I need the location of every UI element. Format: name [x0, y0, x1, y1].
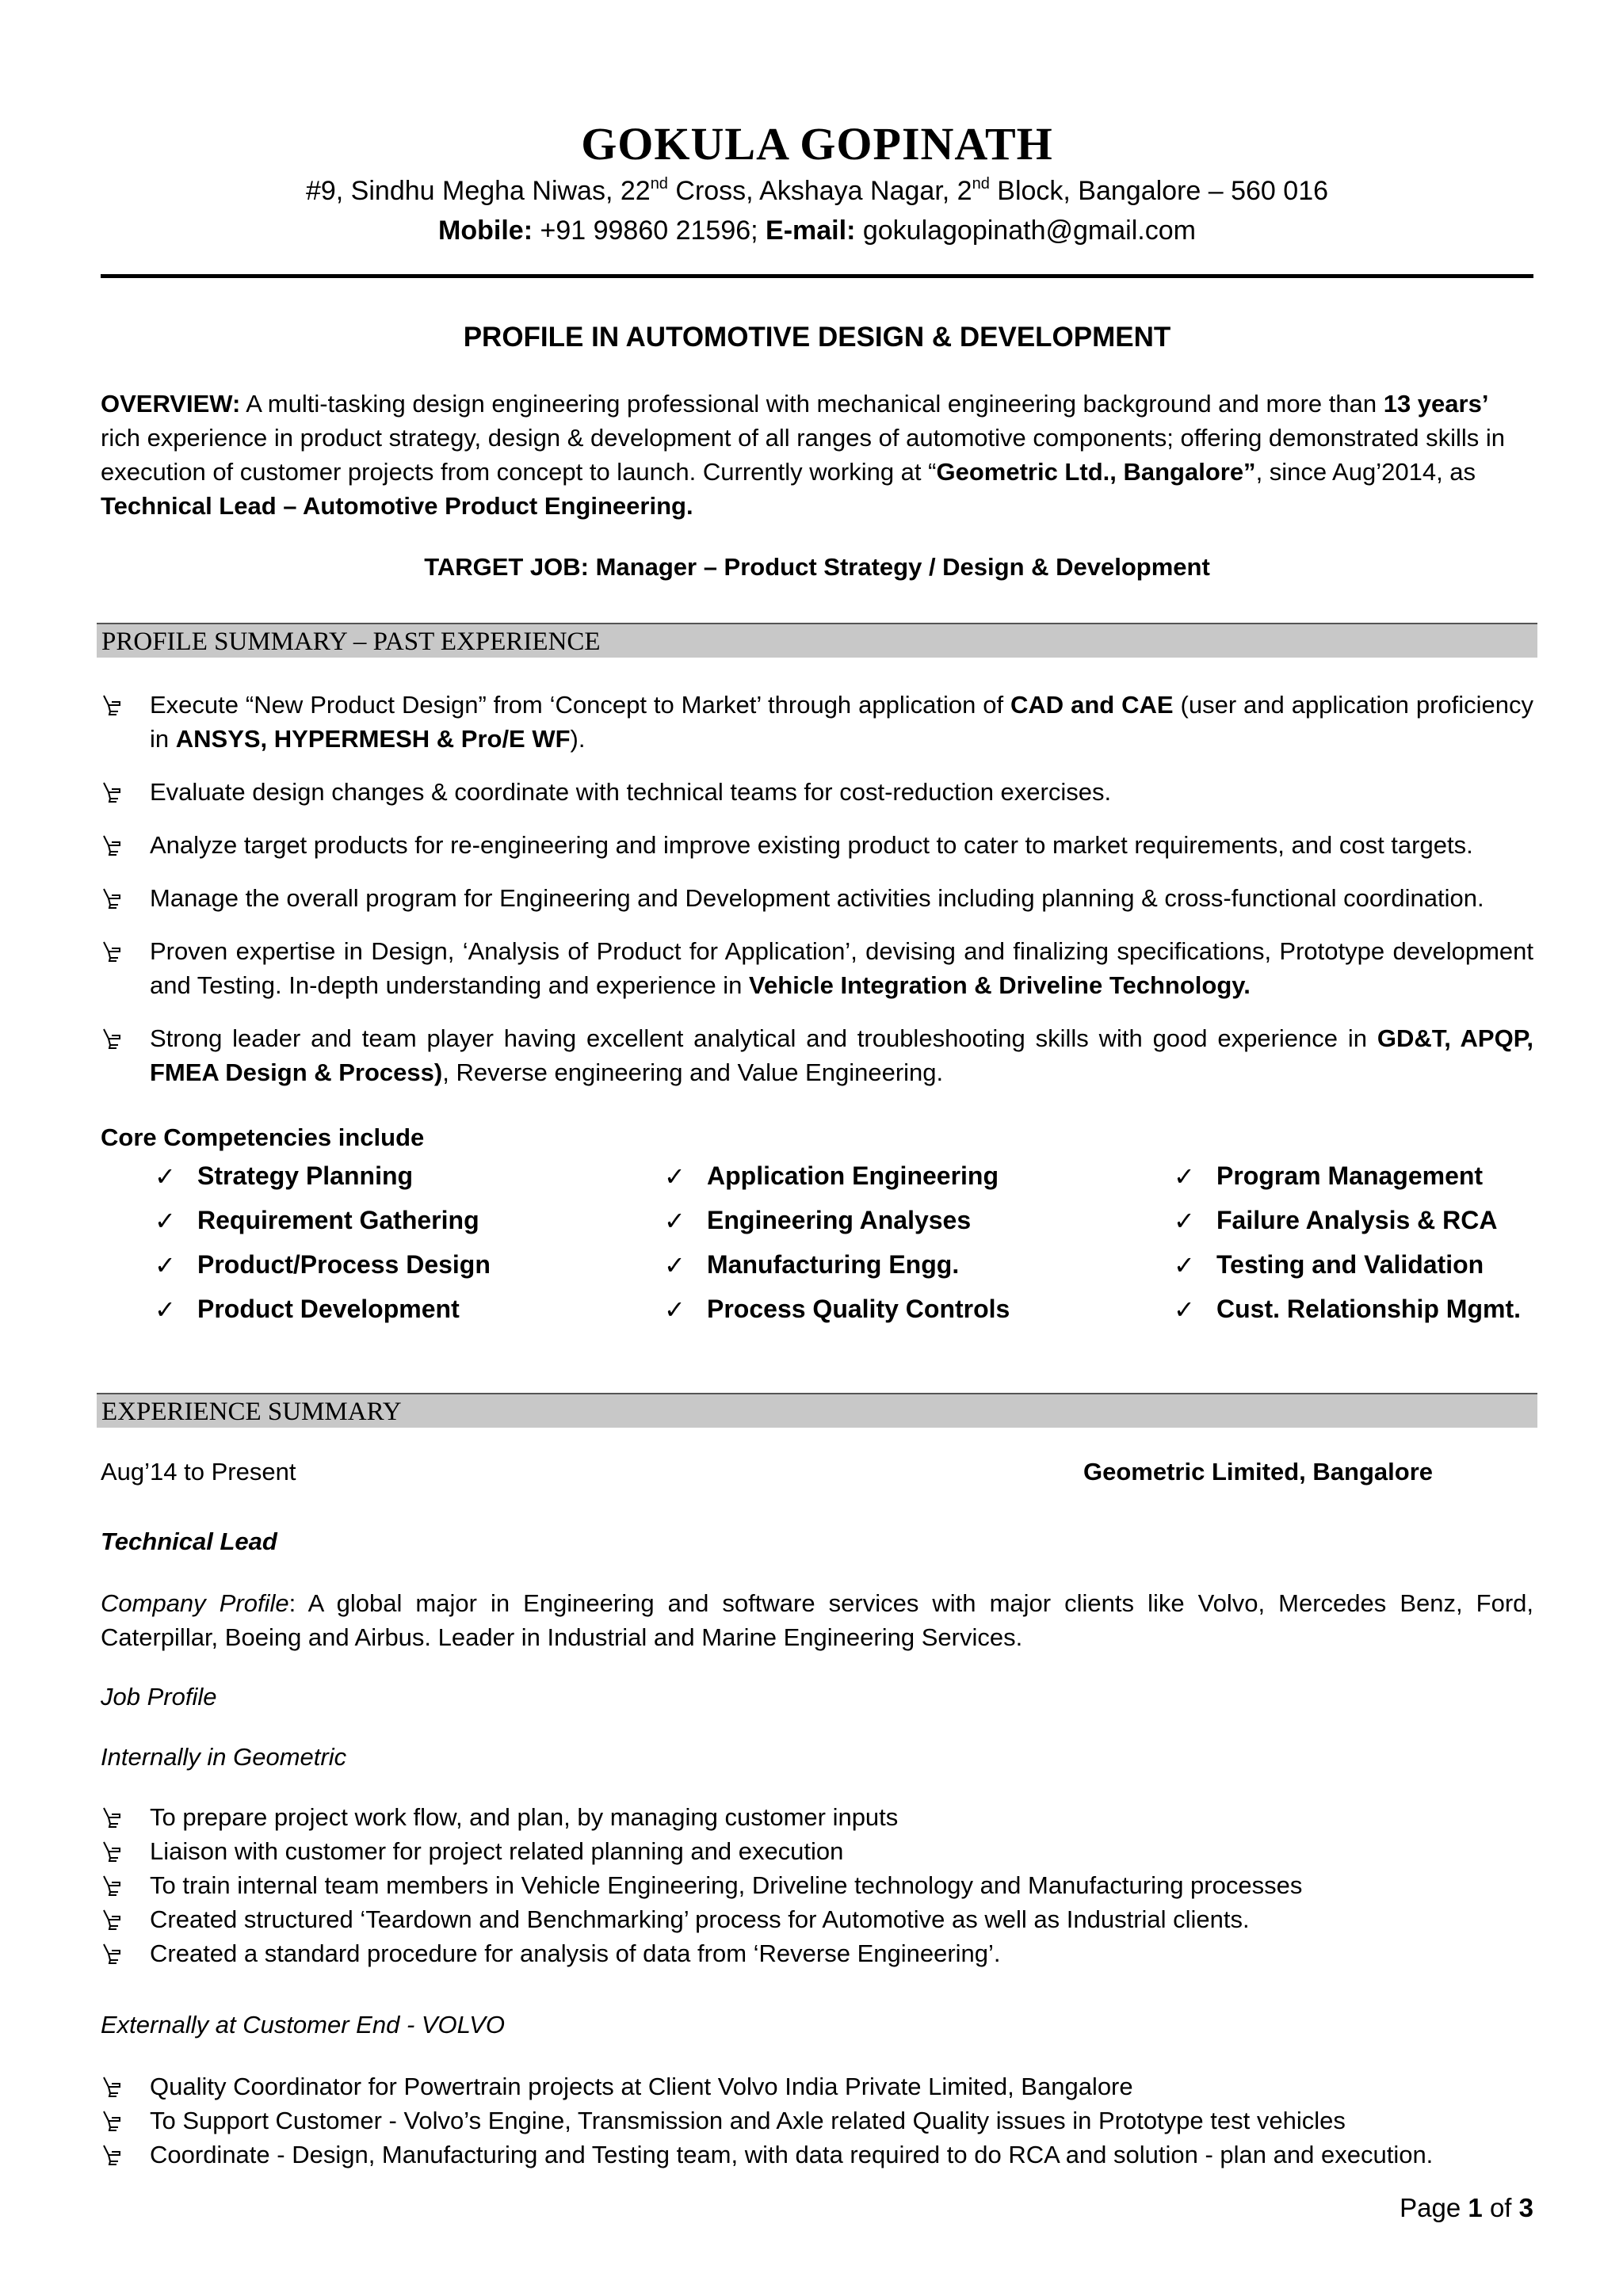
list-item: Coordinate - Design, Manufacturing and Testing team, with data required to do RCA and solution - plan and execution. — [101, 2138, 1533, 2172]
page-number: Page 1 of 3 — [1400, 2193, 1533, 2222]
contact-line — [101, 215, 1533, 246]
pointing-hand-icon — [101, 1800, 124, 1834]
checkmark-icon: ✓ — [1174, 1207, 1195, 1235]
checkmark-icon: ✓ — [1174, 1295, 1195, 1324]
pointing-hand-icon — [101, 934, 124, 968]
checkmark-icon: ✓ — [664, 1162, 685, 1191]
job-title: Technical Lead — [101, 1527, 277, 1555]
pointing-hand-icon — [101, 881, 124, 915]
mobile-value: +91 99860 21596; — [533, 215, 766, 246]
pointing-hand-icon — [101, 1021, 124, 1055]
checkmark-icon: ✓ — [155, 1162, 176, 1191]
checkmark-icon: ✓ — [664, 1251, 685, 1280]
section-header-experience-summary: EXPERIENCE SUMMARY — [97, 1393, 1537, 1428]
job-profile-label: Job Profile — [101, 1683, 217, 1711]
checkmark-icon: ✓ — [1174, 1251, 1195, 1280]
candidate-name: GOKULA GOPINATH — [581, 118, 1053, 170]
internal-label: Internally in Geometric — [101, 1743, 347, 1771]
list-item: To prepare project work flow, and plan, by managing customer inputs — [101, 1800, 1533, 1834]
checkmark-icon: ✓ — [664, 1295, 685, 1324]
pointing-hand-icon — [101, 1936, 124, 1970]
list-item: Evaluate design changes & coordinate with technical teams for cost-reduction exercises. — [101, 775, 1533, 809]
overview-paragraph: OVERVIEW: A multi-tasking design engineering professional with mechanical engineering background and more than 13 years’ rich experience in product strategy, design & development of all ranges of automotive components; offering demonstrated skills in execution of customer projects from concept to launch. Currently working at “Geometric Ltd., Bangalore”, since Aug’2014, as Technical Lead – Automotive Product Engineering. — [101, 390, 1505, 520]
pointing-hand-icon — [101, 1902, 124, 1936]
core-competencies-title: Core Competencies include — [101, 1123, 425, 1151]
address-line: #9, Sindhu Megha Niwas, 22nd Cross, Akshaya Nagar, 2nd Block, Bangalore – 560 016 — [305, 175, 1329, 206]
email-label: E-mail: — [766, 215, 856, 246]
pointing-hand-icon — [101, 2069, 124, 2103]
email-value: gokulagopinath@gmail.com — [855, 215, 1196, 246]
internal-duties-list — [101, 1800, 1533, 1970]
header-divider — [101, 274, 1533, 278]
list-item: Execute “New Product Design” from ‘Concept to Market’ through application of CAD and CAE (user and application proficiency in ANSYS, HYPERMESH & Pro/E WF). — [101, 688, 1533, 756]
list-item: To Support Customer - Volvo’s Engine, Transmission and Axle related Quality issues in Prototype test vehicles — [101, 2103, 1533, 2138]
section-header-profile-summary: PROFILE SUMMARY – PAST EXPERIENCE — [97, 623, 1537, 658]
list-item: Analyze target products for re-engineering and improve existing product to cater to market requirements, and cost targets. — [101, 828, 1533, 862]
list-item: Proven expertise in Design, ‘Analysis of Product for Application’, devising and finalizing specifications, Prototype development and Testing. In-depth understanding and experience in Vehicle Integration & Driveline Technology. — [101, 934, 1533, 1002]
checkmark-icon: ✓ — [1174, 1162, 1195, 1191]
list-item: Created a standard procedure for analysis of data from ‘Reverse Engineering’. — [101, 1936, 1533, 1970]
list-item: Manage the overall program for Engineering and Development activities including planning & cross-functional coordination. — [101, 881, 1533, 915]
profile-summary-list — [101, 688, 1533, 1108]
checkmark-icon: ✓ — [155, 1295, 176, 1324]
list-item: To train internal team members in Vehicle Engineering, Driveline technology and Manufacturing processes — [101, 1868, 1533, 1902]
pointing-hand-icon — [101, 2103, 124, 2138]
profile-title: PROFILE IN AUTOMOTIVE DESIGN & DEVELOPMENT — [463, 322, 1171, 353]
mobile-label: Mobile: — [438, 215, 533, 246]
pointing-hand-icon — [101, 1868, 124, 1902]
list-item: Liaison with customer for project related planning and execution — [101, 1834, 1533, 1868]
list-item: Quality Coordinator for Powertrain projects at Client Volvo India Private Limited, Bangalore — [101, 2069, 1533, 2103]
list-item: Created structured ‘Teardown and Benchmarking’ process for Automotive as well as Industrial clients. — [101, 1902, 1533, 1936]
checkmark-icon: ✓ — [155, 1251, 176, 1280]
pointing-hand-icon — [101, 688, 124, 722]
target-job: TARGET JOB: Manager – Product Strategy / Design & Development — [424, 553, 1210, 581]
external-duties-list — [101, 2069, 1533, 2172]
checkmark-icon: ✓ — [155, 1207, 176, 1235]
experience-period: Aug’14 to Present — [101, 1458, 296, 1486]
pointing-hand-icon — [101, 828, 124, 862]
experience-company: Geometric Limited, Bangalore — [1083, 1458, 1433, 1486]
pointing-hand-icon — [101, 1834, 124, 1868]
pointing-hand-icon — [101, 775, 124, 809]
experience-row — [101, 1458, 1533, 1486]
company-profile: Company Profile: A global major in Engineering and software services with major clients like Volvo, Mercedes Benz, Ford, Caterpillar, Boeing and Airbus. Leader in Industrial and Marine Engineering Services. — [101, 1589, 1534, 1651]
list-item: Strong leader and team player having excellent analytical and troubleshooting skills with good experience in GD&T, APQP, FMEA Design & Process), Reverse engineering and Value Engineering. — [101, 1021, 1533, 1089]
external-label: Externally at Customer End - VOLVO — [101, 2011, 505, 2039]
checkmark-icon: ✓ — [664, 1207, 685, 1235]
pointing-hand-icon — [101, 2138, 124, 2172]
